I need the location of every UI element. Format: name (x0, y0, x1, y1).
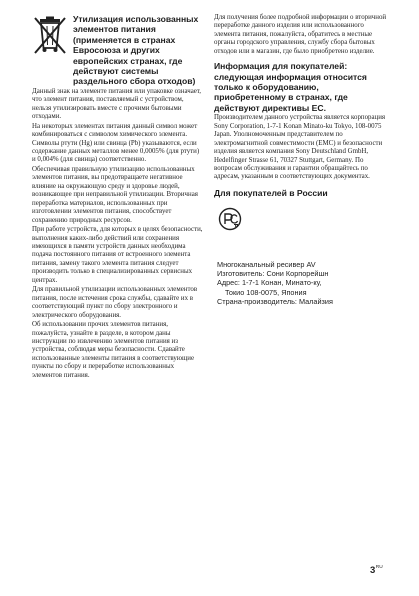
paragraph: На некоторых элементах питания данный символ может комбинироваться с символом химического элемента. Символы ртути (Hg) или свинца (Pb) указываются, если содержание данных металлов менее 0,0005% (для ртути) и 0,004% (для свинца) соответственно. (32, 122, 200, 164)
manufacturer-name: Изготовитель: Сони Корпорейшн (217, 269, 329, 279)
russia-customers-heading: Для покупателей в России (214, 187, 328, 198)
language-code: RU (375, 565, 383, 570)
pct-certification-mark-icon (218, 207, 242, 231)
crossed-out-bin-icon (32, 15, 68, 59)
manufacturer-address-line-2: Токио 108-0075, Япония (225, 287, 307, 297)
page-number (370, 565, 383, 576)
battery-disposal-header (32, 14, 204, 87)
right-column (214, 14, 390, 306)
battery-disposal-heading: Утилизация использованных элементов питания (применяется в странах Евросоюза и других европейских странах, где действуют системы раздельного сбора отходов) (73, 14, 199, 87)
left-column (32, 14, 204, 380)
manufacturer-info (217, 260, 390, 306)
country-of-origin: Страна-производитель: Малайзия (217, 296, 333, 306)
paragraph: При работе устройств, для которых в целях безопасности, выполнения каких-либо действий или сохранения имеющихся в памяти устройств данных необходима подача постоянного питания от встроенного элемента питания, замену такого элемента питания следует производить только в специализированных сервисных центрах. (32, 226, 203, 284)
recycling-info-paragraph: Для получения более подробной информации о вторичной переработке данного изделия или использованного элемента питания, пожалуйста, обратитесь в местные органы городского управления, службу сбора бытовых отходов или в магазин, где было приобретено изделие. (214, 14, 387, 55)
page-number-value: 3 (370, 565, 376, 576)
manufacturer-paragraph: Производителем данного устройства является корпорация Sony Corporation, 1-7-1 Konan Minato-ku Tokyo, 108-0075 Japan. Уполномоченным представителем по электромагнитной совместимости (EMC) и безопасности изделия является компания Sony Deutschland GmbH, Hedelfinger Strasse 61, 70327 Stuttgart, Germany. По вопросам обслуживания и гарантии обращайтесь по адресам, указанным в соответствующих документах. (214, 114, 386, 181)
paragraph: Обеспечивая правильную утилизацию использованных элементов питания, вы предотвращаете негативное влияние на окружающую среду и здоровье людей, возникающее при неправильной утилизации. Вторичная переработка материалов, использованных при изготовлении элементов питания, способствует сохранению природных ресурсов. (32, 165, 198, 224)
paragraph: Для правильной утилизации использованных элементов питания, после истечения срока службы, сдавайте их в соответствующий пункт по сбору электронного и электрического оборудования. (32, 286, 198, 319)
paragraph: Данный знак на элементе питания или упаковке означает, что элемент питания, поставляемый с устройством, нельзя утилизировать вместе с прочими бытовыми отходами. (32, 87, 202, 121)
product-name: Многоканальный ресивер AV (217, 259, 316, 269)
manufacturer-address-line-1: Адрес: 1-7-1 Конан, Минато-ку, (217, 278, 322, 288)
eu-customers-heading: Информация для покупателей: следующая информация относится только к оборудованию, приобретенному в странах, где действуют директивы ЕС. (214, 61, 367, 113)
paragraph: Об использовании прочих элементов питания, пожалуйста, узнайте в разделе, в котором даны инструкции по извлечению элементов питания из устройства, соблюдая меры безопасности. Сдавайте использованные элементы питания в соответствующие пункты по сбору и переработке использованных элементов питания. (32, 321, 195, 379)
